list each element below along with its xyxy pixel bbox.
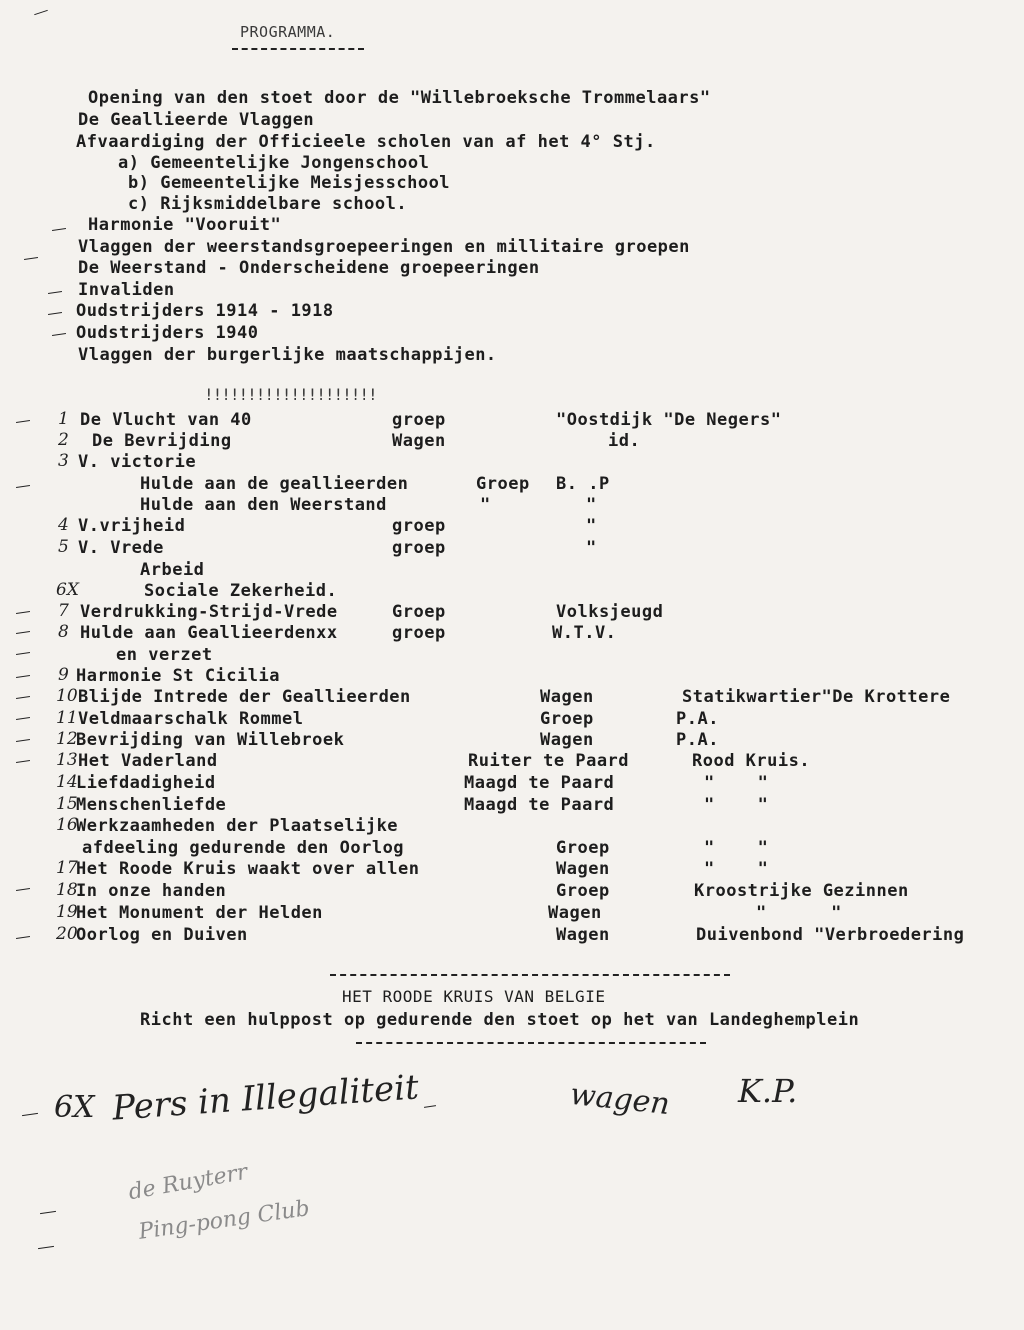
row-organizer: " — [586, 538, 597, 558]
footer-title: HET ROODE KRUIS VAN BELGIE — [342, 987, 606, 1006]
row-organizer: " " — [704, 773, 769, 793]
margin-tick — [16, 675, 30, 678]
row-number: 1 — [58, 409, 69, 429]
margin-tick — [48, 312, 62, 315]
row-title: In onze handen — [76, 881, 227, 901]
row-type: Ruiter te Paard — [468, 751, 630, 771]
row-title: Hulde aan Geallieerdenxx — [80, 623, 338, 643]
row-number: 10 — [56, 686, 78, 706]
row-type: Wagen — [540, 730, 594, 750]
intro-line-3: Afvaardiging der Officieele scholen van af het 4° Stj. — [76, 132, 656, 152]
row-organizer: " " — [704, 859, 769, 879]
row-title: Menschenliefde — [76, 795, 227, 815]
corner-mark — [34, 10, 48, 15]
handwritten-dash — [424, 1105, 436, 1108]
footer-rule-bottom — [356, 1042, 706, 1044]
handwritten-title: Pers in Illegaliteit — [110, 1067, 420, 1129]
document-title: PROGRAMMA. — [240, 23, 336, 41]
row-organizer: Statikwartier"De Krottere — [682, 687, 951, 707]
row-number: 18 — [56, 880, 78, 900]
margin-tick — [16, 696, 30, 699]
row-type: Wagen — [548, 903, 602, 923]
margin-tick — [38, 1246, 54, 1249]
intro-line-11: Oudstrijders 1914 - 1918 — [76, 301, 334, 321]
intro-line-13: Vlaggen der burgerlijke maatschappijen. — [78, 345, 497, 365]
row-title: V. Vrede — [78, 538, 164, 558]
row-title: Werkzaamheden der Plaatselijke — [76, 816, 399, 836]
row-organizer: Kroostrijke Gezinnen — [694, 881, 909, 901]
intro-line-5: b) Gemeentelijke Meisjesschool — [128, 173, 451, 193]
row-title: Veldmaarschalk Rommel — [78, 709, 304, 729]
intro-line-1: Opening van den stoet door de "Willebroeksche Trommelaars" — [88, 88, 711, 108]
row-title: afdeeling gedurende den Oorlog — [82, 838, 405, 858]
pencil-note-1: de Ruyterr — [126, 1159, 250, 1206]
row-type: groep — [392, 410, 446, 430]
row-number: 6X — [56, 580, 79, 600]
intro-line-12: Oudstrijders 1940 — [76, 323, 259, 343]
row-title: en verzet — [116, 645, 213, 665]
margin-tick — [16, 420, 30, 423]
row-title: Het Monument der Helden — [76, 903, 323, 923]
row-number: 12 — [56, 729, 78, 749]
row-type: Groep — [476, 474, 530, 494]
row-number: 3 — [58, 451, 69, 471]
footer-rule-top — [330, 974, 730, 976]
row-organizer: " " — [756, 903, 842, 923]
row-organizer: " " — [704, 838, 769, 858]
margin-tick — [16, 717, 30, 720]
row-number: 13 — [56, 750, 78, 770]
row-type: Wagen — [556, 859, 610, 879]
row-number: 7 — [58, 601, 69, 621]
margin-tick — [16, 485, 30, 488]
margin-tick — [16, 888, 30, 891]
row-number: 11 — [56, 708, 78, 728]
row-organizer: P.A. — [676, 730, 719, 750]
title-underline — [232, 48, 364, 50]
row-organizer: " — [586, 495, 597, 515]
row-title: Liefdadigheid — [76, 773, 216, 793]
row-type: groep — [392, 623, 446, 643]
row-title: Bevrijding van Willebroek — [76, 730, 345, 750]
row-number: 8 — [58, 622, 69, 642]
row-number: 16 — [56, 815, 78, 835]
row-title: Harmonie St Cicilia — [76, 666, 280, 686]
row-organizer: Duivenbond "Verbroedering — [696, 925, 965, 945]
row-number: 2 — [58, 430, 69, 450]
margin-tick — [16, 652, 30, 655]
row-organizer: P.A. — [676, 709, 719, 729]
row-type: Wagen — [392, 431, 446, 451]
margin-tick — [40, 1211, 56, 1214]
row-organizer: "Oostdijk "De Negers" — [556, 410, 782, 430]
row-title: De Bevrijding — [92, 431, 232, 451]
row-number: 9 — [58, 665, 69, 685]
pencil-note-2: Ping-pong Club — [137, 1196, 312, 1245]
row-title: V. victorie — [78, 452, 197, 472]
row-organizer: " — [586, 516, 597, 536]
row-type: Groep — [556, 881, 610, 901]
margin-tick — [16, 739, 30, 742]
row-number: 20 — [56, 924, 78, 944]
row-organizer: W.T.V. — [552, 623, 617, 643]
intro-line-4: a) Gemeentelijke Jongenschool — [118, 153, 430, 173]
margin-tick — [52, 228, 66, 231]
row-organizer: B. .P — [556, 474, 610, 494]
margin-tick — [22, 1113, 38, 1116]
footer-text: Richt een hulppost op gedurende den stoet op het van Landeghemplein — [140, 1010, 860, 1030]
row-title: Het Roode Kruis waakt over allen — [76, 859, 420, 879]
row-type: " — [480, 495, 491, 515]
margin-tick — [16, 936, 30, 939]
row-type: Wagen — [556, 925, 610, 945]
margin-tick — [52, 333, 66, 336]
row-title: Hulde aan den Weerstand — [140, 495, 387, 515]
handwritten-type: wagen — [568, 1076, 672, 1123]
row-title: Arbeid — [140, 560, 205, 580]
row-type: Groep — [540, 709, 594, 729]
intro-line-9: De Weerstand - Onderscheidene groepeeringen — [78, 258, 540, 278]
margin-tick — [16, 611, 30, 614]
row-title: Verdrukking-Strijd-Vrede — [80, 602, 338, 622]
row-title: Sociale Zekerheid. — [144, 581, 338, 601]
intro-line-2: De Geallieerde Vlaggen — [78, 110, 315, 130]
row-number: 14 — [56, 772, 78, 792]
margin-tick — [48, 291, 62, 294]
row-type: groep — [392, 538, 446, 558]
row-type: Groep — [392, 602, 446, 622]
handwritten-org: K.P. — [738, 1072, 798, 1110]
row-organizer: " " — [704, 795, 769, 815]
intro-line-6: c) Rijksmiddelbare school. — [128, 194, 408, 214]
row-type: Maagd te Paard — [464, 773, 615, 793]
row-number: 17 — [56, 858, 78, 878]
row-type: groep — [392, 516, 446, 536]
row-organizer: Rood Kruis. — [692, 751, 811, 771]
separator: !!!!!!!!!!!!!!!!!!!! — [204, 385, 377, 404]
row-title: De Vlucht van 40 — [80, 410, 252, 430]
row-number: 5 — [58, 537, 69, 557]
row-number: 19 — [56, 902, 78, 922]
row-number: 15 — [56, 794, 78, 814]
row-title: Hulde aan de geallieerden — [140, 474, 409, 494]
margin-tick — [16, 760, 30, 763]
row-type: Maagd te Paard — [464, 795, 615, 815]
row-type: Wagen — [540, 687, 594, 707]
row-title: Blijde Intrede der Geallieerden — [78, 687, 411, 707]
row-title: Het Vaderland — [78, 751, 218, 771]
margin-tick — [16, 631, 30, 634]
intro-line-7: Harmonie "Vooruit" — [88, 215, 282, 235]
row-number: 4 — [58, 515, 69, 535]
intro-line-10: Invaliden — [78, 280, 175, 300]
row-title: Oorlog en Duiven — [76, 925, 248, 945]
intro-line-8: Vlaggen der weerstandsgroepeeringen en millitaire groepen — [78, 237, 690, 257]
row-title: V.vrijheid — [78, 516, 186, 536]
handwritten-num: 6X — [54, 1090, 95, 1125]
margin-tick — [24, 257, 38, 260]
row-organizer: Volksjeugd — [556, 602, 664, 622]
row-type: Groep — [556, 838, 610, 858]
row-organizer: id. — [608, 431, 641, 451]
